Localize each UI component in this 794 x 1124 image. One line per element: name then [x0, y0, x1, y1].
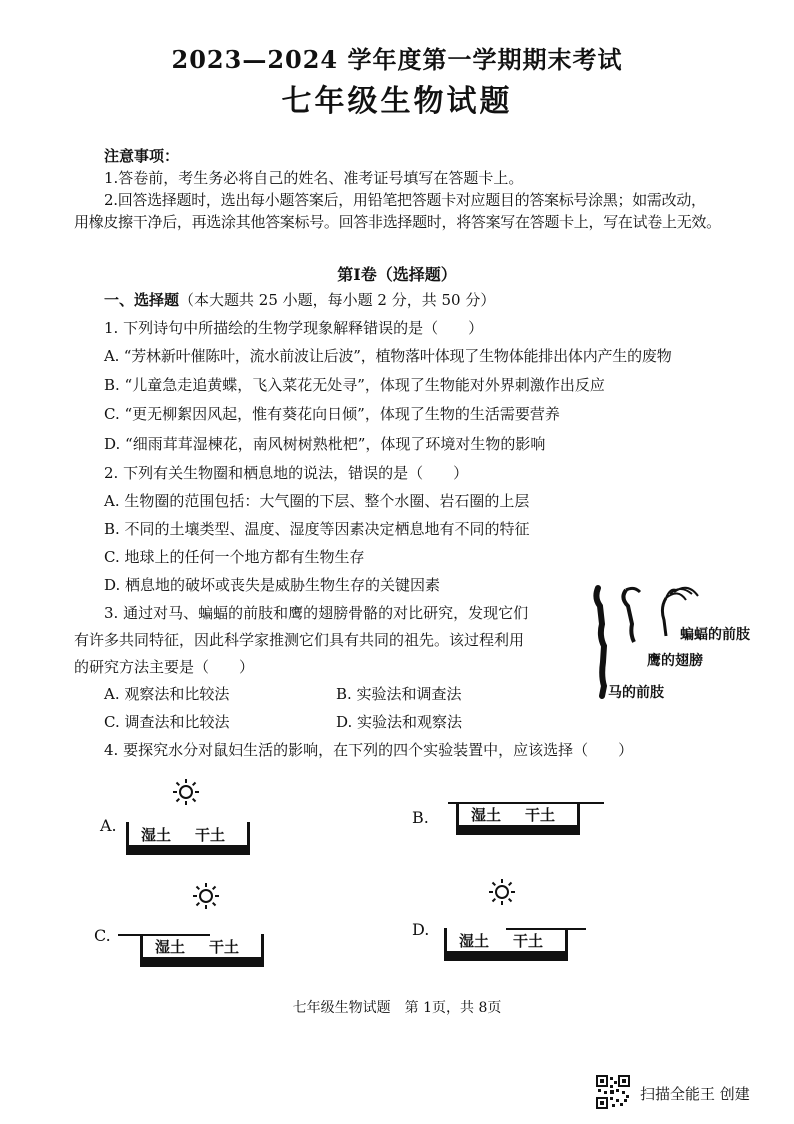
soil-layer [459, 825, 577, 832]
q3-stem-line-1: 3. 通过对马、蝙蝠的前肢和鹰的翅膀骨骼的对比研究，发现它们 [104, 604, 529, 622]
wet-soil-label: 湿土 [471, 806, 502, 824]
q4-option-letter: D. [412, 920, 430, 939]
dry-soil-label: 干土 [525, 806, 556, 824]
q3-option-d: D. 实验法和观察法 [336, 713, 463, 731]
sun-icon [172, 778, 200, 806]
soil-tray [444, 928, 568, 961]
q4-option-letter: C. [94, 926, 111, 945]
notice-heading: 注意事项： [104, 147, 180, 165]
q3-option-c: C. 调查法和比较法 [104, 713, 230, 731]
q3-stem-line-2: 有许多共同特征，因此科学家推测它们具有共同的祖先。该过程利用 [74, 631, 525, 649]
dry-soil-label: 干土 [513, 932, 544, 950]
q4-setup-c [92, 880, 292, 970]
q1-stem: 1. 下列诗句中所描绘的生物学现象解释错误的是（ ） [104, 319, 484, 337]
q1-option-c: C. “更无柳絮因风起，惟有葵花向日倾”，体现了生物的生活需要营养 [104, 405, 560, 423]
soil-layer [447, 951, 565, 958]
soil-tray [140, 934, 264, 967]
soil-tray [126, 822, 250, 855]
q3-option-b: B. 实验法和调查法 [336, 685, 462, 703]
q2-option-b: B. 不同的土壤类型、温度、湿度等因素决定栖息地有不同的特征 [104, 520, 530, 538]
wet-soil-label: 湿土 [141, 826, 172, 844]
q1-option-b: B. “儿童急走追黄蝶，飞入菜花无处寻”，体现了生物能对外界刺激作出反应 [104, 376, 605, 394]
notice-item-2-line-2: 用橡皮擦干净后，再选涂其他答案标号。回答非选择题时，将答案写在答题卡上，写在试卷上无效。 [74, 213, 721, 231]
section-title: 第Ⅰ卷（选择题） [337, 265, 457, 284]
wet-soil-label: 湿土 [459, 932, 490, 950]
q2-option-d: D. 栖息地的破坏或丧失是威胁生物生存的关键因素 [104, 576, 441, 594]
q4-option-letter: A. [100, 816, 117, 835]
part-heading: 一、选择题 [104, 291, 180, 309]
soil-tray [456, 802, 580, 835]
dry-soil-label: 干土 [209, 938, 240, 956]
label-eagle-wing: 鹰的翅膀 [647, 653, 703, 669]
q4-setup-b [408, 796, 608, 866]
part-heading-row [104, 290, 495, 310]
q1-option-d: D. “细雨茸茸湿楝花，南风树树熟枇杷”，体现了环境对生物的影响 [104, 435, 546, 453]
q4-option-letter: B. [412, 808, 429, 827]
q4-setup-a [96, 776, 266, 866]
part-note: （本大题共 25 小题，每小题 2 分，共 50 分） [179, 291, 496, 309]
scanner-watermark: 扫描全能王 创建 [640, 1085, 750, 1103]
q1-option-a: A. “芳林新叶催陈叶，流水前波让后波”，植物落叶体现了生物体能排出体内产生的废物 [104, 347, 672, 365]
sun-icon [488, 878, 516, 906]
q3-limb-figure [590, 584, 750, 704]
exam-title: 2023—2024 学年度第一学期期末考试 [171, 45, 623, 74]
label-bat-forelimb: 蝙蝠的前肢 [680, 627, 750, 643]
q2-option-a: A. 生物圈的范围包括：大气圈的下层、整个水圈、岩石圈的上层 [104, 492, 530, 510]
exam-subtitle: 七年级生物试题 [281, 84, 513, 119]
q2-option-c: C. 地球上的任何一个地方都有生物生存 [104, 548, 365, 566]
notice-item-1: 1.答卷前，考生务必将自己的姓名、准考证号填写在答题卡上。 [104, 169, 524, 187]
q4-setup-d [410, 876, 600, 970]
q4-stem: 4. 要探究水分对鼠妇生活的影响，在下列的四个实验装置中，应该选择（ ） [104, 741, 634, 759]
label-horse-forelimb: 马的前肢 [608, 685, 664, 701]
soil-layer [129, 845, 247, 852]
wet-soil-label: 湿土 [155, 938, 186, 956]
qr-code-icon [596, 1075, 630, 1109]
sun-icon [192, 882, 220, 910]
q3-option-a: A. 观察法和比较法 [104, 685, 230, 703]
soil-layer [143, 957, 261, 964]
dry-soil-label: 干土 [195, 826, 226, 844]
page-footer: 七年级生物试题 第 1页，共 8页 [292, 1000, 502, 1016]
q2-stem: 2. 下列有关生物圈和栖息地的说法，错误的是（ ） [104, 464, 469, 482]
notice-item-2-line-1: 2.回答选择题时，选出每小题答案后，用铅笔把答题卡对应题目的答案标号涂黑；如需改动， [104, 191, 706, 209]
q3-stem-line-3: 的研究方法主要是（ ） [74, 658, 255, 676]
